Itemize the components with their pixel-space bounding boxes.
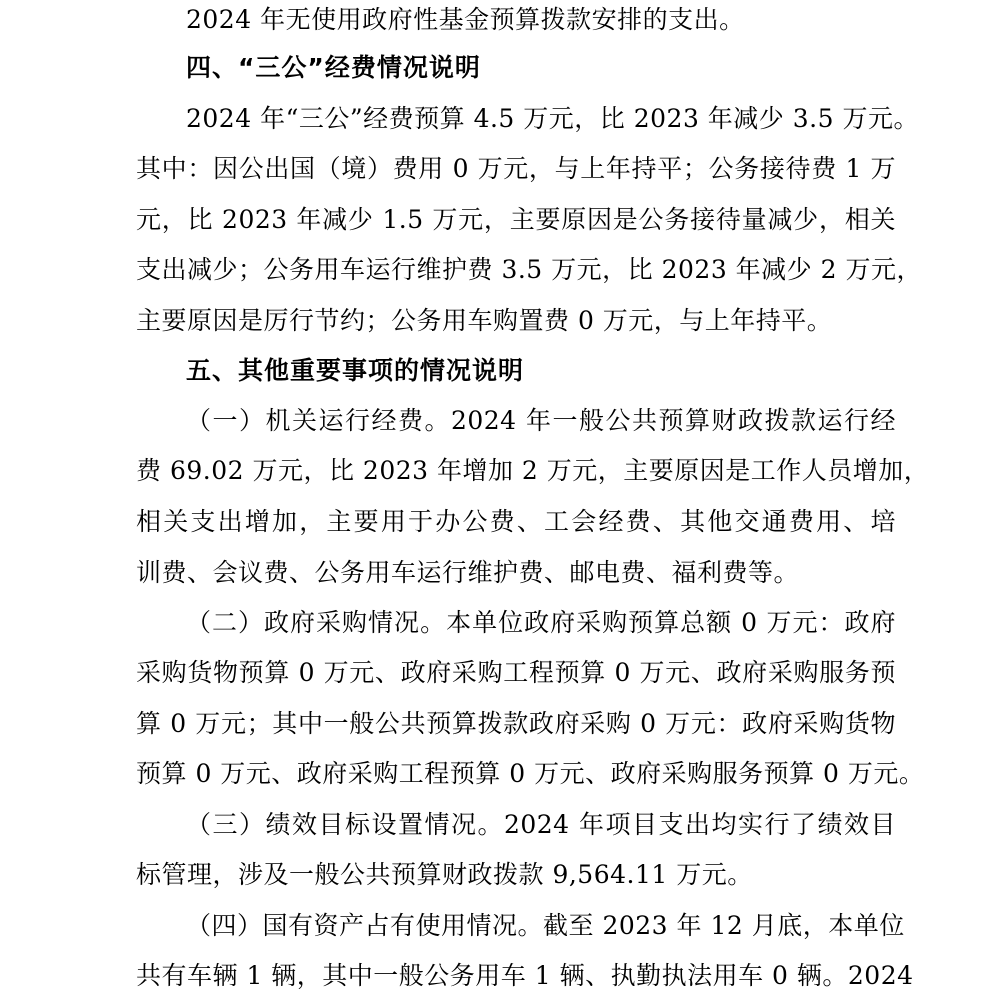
paragraph-line: 标管理，涉及一般公共预算财政拨款 9,564.11 万元。 xyxy=(136,860,753,889)
paragraph-line: 支出减少；公务用车运行维护费 3.5 万元，比 2023 年减少 2 万元， xyxy=(136,255,922,284)
paragraph-line: 共有车辆 1 辆，其中一般公务用车 1 辆、执勤执法用车 0 辆。2024 xyxy=(136,961,914,990)
paragraph-line: （四）国有资产占有使用情况。截至 2023 年 12 月底，本单位 xyxy=(186,911,905,940)
paragraph-line: （三）绩效目标设置情况。2024 年项目支出均实行了绩效目 xyxy=(186,810,896,839)
paragraph-line: 主要原因是厉行节约；公务用车购置费 0 万元，与上年持平。 xyxy=(136,306,833,335)
paragraph-line: 2024 年“三公”经费预算 4.5 万元，比 2023 年减少 3.5 万元。 xyxy=(186,104,919,133)
section-heading: 四、“三公”经费情况说明 xyxy=(186,53,481,82)
paragraph-line: 算 0 万元；其中一般公共预算拨款政府采购 0 万元：政府采购货物 xyxy=(136,709,896,738)
paragraph-line: 费 69.02 万元，比 2023 年增加 2 万元，主要原因是工作人员增加， xyxy=(136,456,930,485)
paragraph-line: 训费、会议费、公务用车运行维护费、邮电费、福利费等。 xyxy=(136,558,800,587)
paragraph-line: 预算 0 万元、政府采购工程预算 0 万元、政府采购服务预算 0 万元。 xyxy=(136,759,925,788)
text-line: 2024 年无使用政府性基金预算拨款安排的支出。 xyxy=(186,5,745,34)
paragraph-line: 元，比 2023 年减少 1.5 万元，主要原因是公务接待量减少，相关 xyxy=(136,205,896,234)
paragraph-line: 相关支出增加，主要用于办公费、工会经费、其他交通费用、培 xyxy=(136,507,896,536)
paragraph-line: （二）政府采购情况。本单位政府采购预算总额 0 万元：政府 xyxy=(186,608,896,637)
paragraph-line: （一）机关运行经费。2024 年一般公共预算财政拨款运行经 xyxy=(186,406,896,435)
paragraph-line: 采购货物预算 0 万元、政府采购工程预算 0 万元、政府采购服务预 xyxy=(136,658,896,687)
paragraph-line: 其中：因公出国（境）费用 0 万元，与上年持平；公务接待费 1 万 xyxy=(136,154,896,183)
section-heading: 五、其他重要事项的情况说明 xyxy=(186,356,525,385)
